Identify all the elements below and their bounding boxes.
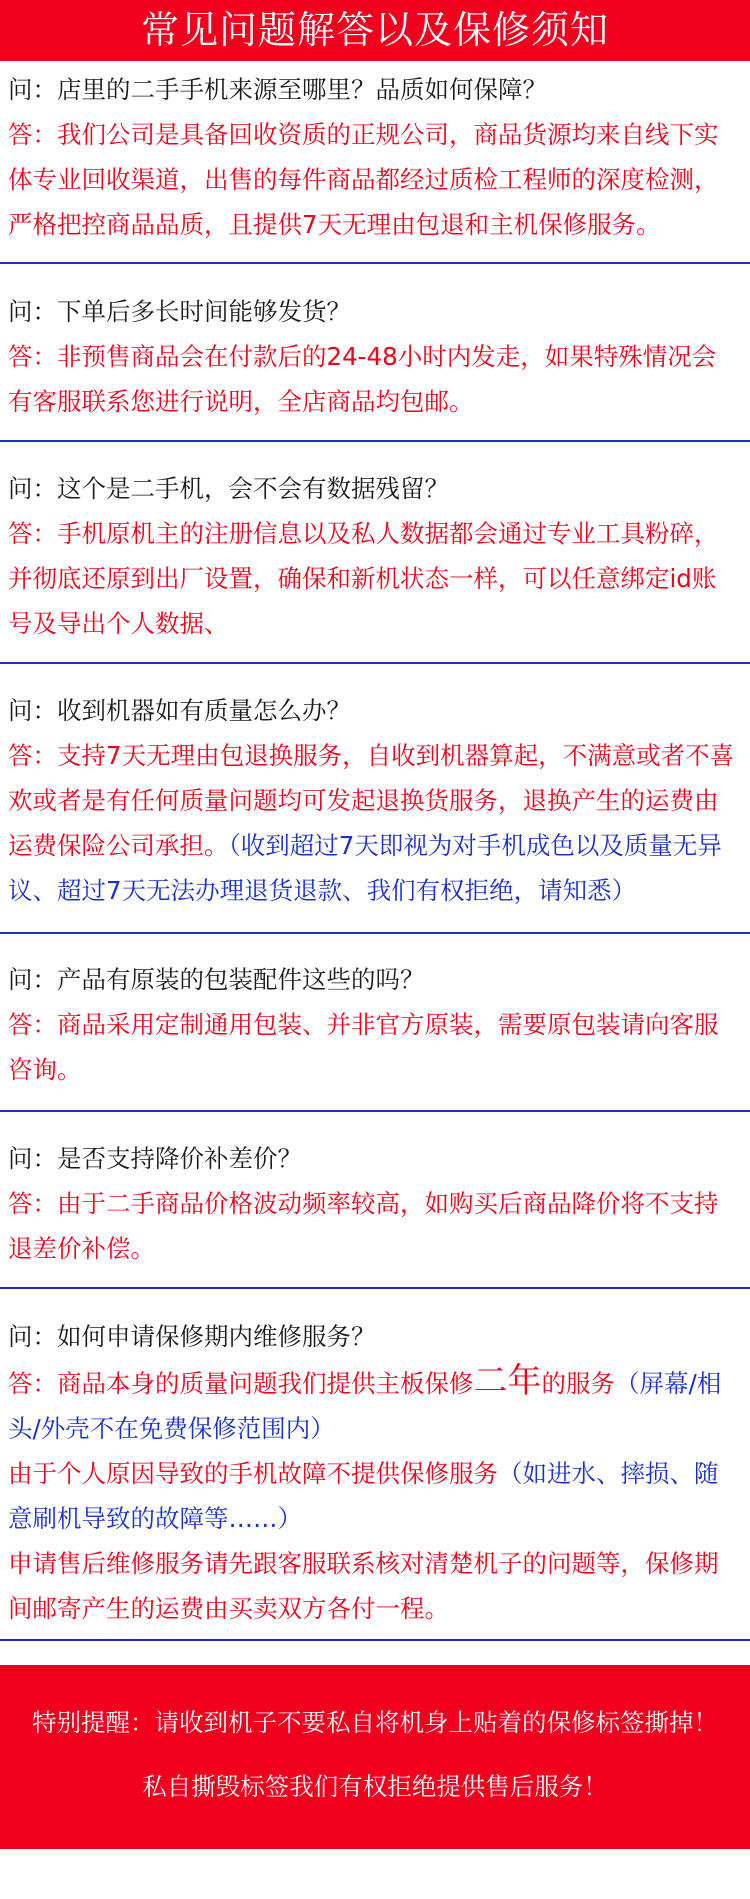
faq-answer: 答：手机原机主的注册信息以及私人数据都会通过专业工具粉碎，并彻底还原到出厂设置，确保和新机状态一样，可以任意绑定id账号及导出个人数据、 [8, 519, 719, 638]
faq-answer [0, 1359, 750, 1451]
divider [0, 1639, 750, 1641]
divider [0, 1110, 750, 1112]
warranty-years: 二年 [473, 1361, 542, 1401]
faq-question: 问：是否支持降价补差价？ [8, 1144, 302, 1173]
faq-answer [0, 733, 750, 913]
faq-answer-text: 由于个人原因导致的手机故障不提供保修服务 [8, 1459, 498, 1488]
divider [0, 440, 750, 442]
notice-line: 特别提醒：请收到机子不要私自将机身上贴着的保修标签撕掉！ [32, 1708, 718, 1737]
page-title: 常见问题解答以及保修须知 [0, 0, 750, 61]
special-notice [0, 1665, 750, 1849]
divider [0, 662, 750, 664]
faq-answer-text: 答：商品本身的质量问题我们提供主板保修 [8, 1369, 474, 1398]
faq-item [0, 67, 750, 247]
faq-answer-text: 答：支持7天无理由包退换服务，自收到机器算起，不满意或者不喜欢或者是有任何质量问题均可发起退换货服务，退换产生的运费由运费保险公司承担。 [8, 741, 735, 860]
faq-question: 问：产品有原装的包装配件这些的吗？ [8, 965, 425, 994]
divider [0, 1287, 750, 1289]
faq-question: 问：如何申请保修期内维修服务？ [8, 1322, 376, 1351]
divider [0, 932, 750, 934]
faq-answer: 答：商品采用定制通用包装、并非官方原装，需要原包装请向客服咨询。 [8, 1010, 719, 1084]
faq-answer-note: （收到超过7天即视为对手机成色以及质量无异议、超过7天无法办理退货退款、我们有权拒绝，请知悉） [8, 831, 722, 905]
faq-item [0, 1136, 750, 1271]
faq-item [0, 466, 750, 646]
faq-answer-note: （如进水、摔损、随意刷机导致的故障等……） [8, 1459, 719, 1533]
faq-answer-text: 的服务 [541, 1369, 615, 1398]
divider [0, 262, 750, 264]
notice-line: 私自撕毁标签我们有权拒绝提供售后服务！ [142, 1772, 608, 1801]
faq-answer-note: （屏幕/相头/外壳不在免费保修范围内） [8, 1369, 722, 1443]
faq-answer-line [0, 1451, 750, 1541]
faq-question: 问：收到机器如有质量怎么办？ [8, 696, 351, 725]
faq-question: 问：下单后多长时间能够发货？ [8, 297, 351, 326]
faq-answer-line: 申请售后维修服务请先跟客服联系核对清楚机子的问题等，保修期间邮寄产生的运费由买卖双方各付一程。 [8, 1549, 719, 1623]
faq-answer: 答：我们公司是具备回收资质的正规公司，商品货源均来自线下实体专业回收渠道，出售的每件商品都经过质检工程师的深度检测，严格把控商品品质，且提供7天无理由包退和主机保修服务。 [8, 120, 719, 239]
faq-item [0, 289, 750, 424]
faq-answer: 答：由于二手商品价格波动频率较高，如购买后商品降价将不支持退差价补偿。 [8, 1189, 719, 1263]
faq-question: 问：店里的二手手机来源至哪里？品质如何保障？ [8, 75, 547, 104]
faq-item [0, 688, 750, 913]
faq-question: 问：这个是二手机，会不会有数据残留？ [8, 474, 449, 503]
faq-item [0, 957, 750, 1092]
faq-item [0, 1314, 750, 1631]
faq-answer: 答：非预售商品会在付款后的24-48小时内发走，如果特殊情况会有客服联系您进行说明，全店商品均包邮。 [8, 342, 717, 416]
